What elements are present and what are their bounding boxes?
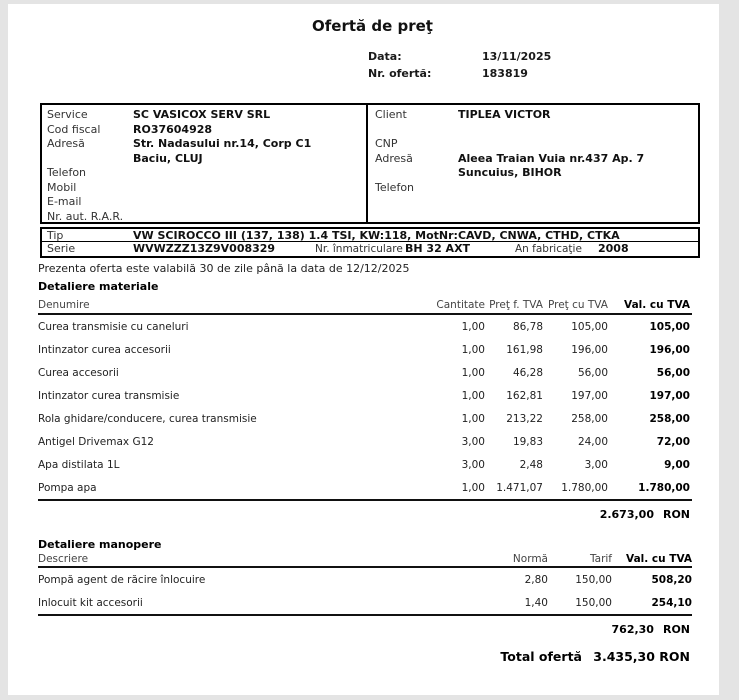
service-address-row <box>47 137 366 152</box>
client-panel <box>368 105 698 222</box>
material-gross: 258,00 <box>571 412 608 425</box>
client-label: Client <box>375 108 407 121</box>
client-address-row <box>375 152 698 167</box>
material-gross: 24,00 <box>577 435 608 448</box>
labor-table <box>38 551 692 636</box>
col-descriere: Descriere <box>38 552 89 565</box>
material-net: 86,78 <box>512 320 543 333</box>
service-mobile-label: Mobil <box>47 180 77 194</box>
service-rar-row <box>47 210 366 225</box>
service-address-line2: Baciu, CLUJ <box>133 151 203 165</box>
labor-norm: 2,80 <box>524 573 548 586</box>
date-value: 13/11/2025 <box>482 50 552 63</box>
offer-number-row <box>368 65 551 82</box>
material-net: 1.471,07 <box>496 481 543 494</box>
material-name: Apa distilata 1L <box>38 458 120 471</box>
material-name: Intinzator curea transmisie <box>38 389 180 402</box>
vehicle-serial-row <box>42 242 698 255</box>
client-name-row <box>375 108 698 123</box>
parties-box <box>40 103 700 224</box>
table-row <box>38 361 692 384</box>
labor-norm: 1,40 <box>524 596 548 609</box>
spacer-label <box>47 152 133 167</box>
service-label: Service <box>47 108 88 121</box>
material-qty: 1,00 <box>461 389 485 402</box>
service-email-row <box>47 195 366 210</box>
service-fiscal-row <box>47 123 366 138</box>
materials-total-row <box>38 499 692 521</box>
table-row <box>38 453 692 476</box>
client-address-line1: Aleea Traian Vuia nr.437 Ap. 7 <box>458 151 645 165</box>
material-name: Rola ghidare/conducere, curea transmisie <box>38 412 257 425</box>
material-val: 197,00 <box>649 389 690 402</box>
grand-total-label: Total ofertă <box>500 649 582 664</box>
vehicle-type-row <box>42 229 698 242</box>
labor-total-value: 762,30 <box>611 623 654 636</box>
material-gross: 1.780,00 <box>561 481 608 494</box>
material-gross: 3,00 <box>584 458 608 471</box>
table-row <box>38 384 692 407</box>
table-row <box>38 568 692 591</box>
page-title: Ofertă de preţ <box>312 17 433 35</box>
material-name: Pompa apa <box>38 481 97 494</box>
grand-total-value: 3.435,30 RON <box>593 649 690 664</box>
labor-val: 508,20 <box>651 573 692 586</box>
client-phone-row <box>375 181 698 196</box>
client-cnp-row <box>375 137 698 152</box>
service-name-row <box>47 108 366 123</box>
client-address-row2 <box>375 166 698 181</box>
material-gross: 197,00 <box>571 389 608 402</box>
labor-total-row <box>38 614 692 636</box>
material-val: 258,00 <box>649 412 690 425</box>
manufacture-year-value: 2008 <box>598 242 629 255</box>
material-gross: 196,00 <box>571 343 608 356</box>
material-qty: 3,00 <box>461 458 485 471</box>
material-name: Curea accesorii <box>38 366 119 379</box>
material-net: 19,83 <box>512 435 543 448</box>
material-val: 56,00 <box>656 366 690 379</box>
col-norma: Normă <box>512 552 548 565</box>
labor-rate: 150,00 <box>575 573 612 586</box>
material-qty: 1,00 <box>461 320 485 333</box>
labor-header-row <box>38 551 692 568</box>
material-val: 1.780,00 <box>638 481 690 494</box>
spacer-label <box>375 123 458 138</box>
vehicle-serial-label: Serie <box>47 242 76 255</box>
labor-heading: Detaliere manopere <box>38 538 162 551</box>
table-row <box>38 476 692 499</box>
material-net: 161,98 <box>506 343 543 356</box>
material-net: 213,22 <box>506 412 543 425</box>
material-gross: 56,00 <box>577 366 608 379</box>
labor-val: 254,10 <box>651 596 692 609</box>
spacer-label <box>375 166 458 181</box>
table-row <box>38 430 692 453</box>
offer-document-page <box>8 4 719 695</box>
col-cantitate: Cantitate <box>436 299 485 311</box>
service-address-label: Adresă <box>47 137 85 150</box>
fiscal-code-label: Cod fiscal <box>47 122 101 136</box>
client-address-line2: Suncuius, BIHOR <box>458 166 562 179</box>
material-qty: 1,00 <box>461 412 485 425</box>
fiscal-code-value: RO37604928 <box>133 122 213 136</box>
table-row <box>38 315 692 338</box>
material-qty: 1,00 <box>461 481 485 494</box>
service-phone-row <box>47 166 366 181</box>
vehicle-type-label: Tip <box>47 228 64 242</box>
materials-total-value: 2.673,00 <box>599 508 654 521</box>
material-gross: 105,00 <box>571 320 608 333</box>
client-address-label: Adresă <box>375 151 413 165</box>
grand-total-row <box>38 649 692 664</box>
service-address-line1: Str. Nadasului nr.14, Corp C1 <box>133 137 312 150</box>
cnp-label: CNP <box>375 137 398 150</box>
service-email-label: E-mail <box>47 195 82 208</box>
labor-desc: Inlocuit kit accesorii <box>38 596 143 609</box>
vehicle-serial-value: WVWZZZ13Z9V008329 <box>133 242 276 255</box>
materials-table <box>38 297 692 521</box>
service-rar-label: Nr. aut. R.A.R. <box>47 209 124 223</box>
registration-value: BH 32 AXT <box>405 242 471 255</box>
offer-number-value: 183819 <box>482 67 528 80</box>
offer-meta <box>368 48 551 82</box>
col-tarif: Tarif <box>589 552 612 565</box>
service-phone-label: Telefon <box>47 166 87 179</box>
materials-heading: Detaliere materiale <box>38 280 159 293</box>
material-name: Curea transmisie cu caneluri <box>38 320 189 333</box>
material-qty: 3,00 <box>461 435 485 448</box>
labor-rate: 150,00 <box>575 596 612 609</box>
col-val-cu-tva: Val. cu TVA <box>626 552 692 565</box>
materials-total-currency: RON <box>662 508 690 521</box>
table-row <box>38 591 692 614</box>
material-name: Antigel Drivemax G12 <box>38 435 154 448</box>
offer-number-label: Nr. ofertă: <box>368 67 432 80</box>
vehicle-box <box>40 227 700 258</box>
material-val: 9,00 <box>664 458 690 471</box>
labor-desc: Pompă agent de răcire înlocuire <box>38 573 206 586</box>
col-pret-cu-tva: Preţ cu TVA <box>547 299 608 311</box>
material-net: 2,48 <box>519 458 543 471</box>
service-name: SC VASICOX SERV SRL <box>133 108 271 121</box>
col-val-cu-tva: Val. cu TVA <box>624 299 690 311</box>
date-label: Data: <box>368 50 402 63</box>
table-row <box>38 407 692 430</box>
registration-label: Nr. înmatriculare <box>315 242 403 255</box>
material-val: 72,00 <box>656 435 690 448</box>
service-panel <box>42 105 368 222</box>
table-row <box>38 338 692 361</box>
material-qty: 1,00 <box>461 366 485 379</box>
col-denumire: Denumire <box>38 299 90 311</box>
col-pret-f-tva: Preţ f. TVA <box>489 299 543 311</box>
client-phone-label: Telefon <box>375 180 415 194</box>
material-val: 196,00 <box>649 343 690 356</box>
client-spacer-row <box>375 123 698 138</box>
material-net: 46,28 <box>512 366 543 379</box>
offer-date-row <box>368 48 551 65</box>
material-val: 105,00 <box>649 320 690 333</box>
service-mobile-row <box>47 181 366 196</box>
labor-total-currency: RON <box>662 623 690 636</box>
service-address-row2 <box>47 152 366 167</box>
materials-header-row <box>38 297 692 315</box>
material-name: Intinzator curea accesorii <box>38 343 171 356</box>
vehicle-type-value: VW SCIROCCO III (137, 138) 1.4 TSI, KW:118, MotNr:CAVD, CNWA, CTHD, CTKA <box>133 228 620 242</box>
material-qty: 1,00 <box>461 343 485 356</box>
client-name: TIPLEA VICTOR <box>458 108 551 121</box>
validity-note: Prezenta oferta este valabilă 30 de zile până la data de 12/12/2025 <box>38 262 410 275</box>
manufacture-year-label: An fabricaţie <box>515 242 582 255</box>
material-net: 162,81 <box>506 389 543 402</box>
